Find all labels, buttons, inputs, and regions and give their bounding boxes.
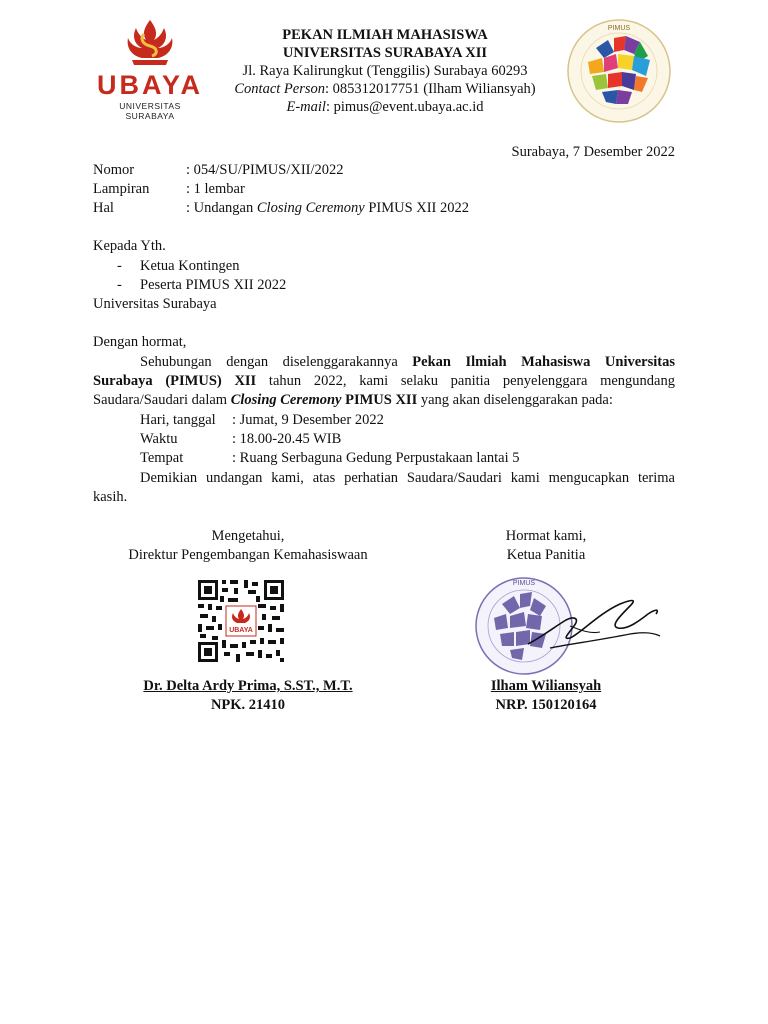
letterhead [200,26,570,116]
email-value: : pimus@event.ubaya.ac.id [325,99,484,115]
pimus-logo-label: PIMUS [607,25,631,32]
list-bullet: - [117,258,122,274]
sig-left-name: Dr. Delta Ardy Prima, S.ST., M.T. [143,678,353,694]
pimus-logo [566,18,672,124]
pimus-emblem-icon [566,18,672,124]
list-bullet: - [117,277,122,293]
paragraph-line [140,353,675,372]
meta-label-lampiran: Lampiran [93,181,150,197]
text-run-bold: Surabaya (PIMUS) XII [93,373,257,389]
sig-right-name: Ilham Wiliansyah [490,678,602,694]
paragraph-line [93,372,675,391]
hal-italic: Closing Ceremony [256,200,365,216]
meta-value-hal [186,199,469,218]
email-label: E-mail [286,99,326,115]
org-name-line1: PEKAN ILMIAH MAHASISWA [282,27,488,43]
text-run: Saudara/Saudari dalam [93,392,231,408]
contact-label: Contact Person [234,81,326,97]
text-run: Sehubungan dengan diselenggarakannya [140,354,413,370]
qr-code [196,578,286,664]
recipient-item: Peserta PIMUS XII 2022 [140,277,287,293]
email-line [200,98,570,116]
recipient-intro: Kepada Yth. [93,238,166,254]
event-value-date: : Jumat, 9 Desember 2022 [232,412,384,428]
event-label-date: Hari, tanggal [140,412,216,428]
sig-left-line2: Direktur Pengembangan Kemahasiswaan [128,547,368,563]
text-run-bold: Pekan Ilmiah Mahasiswa Universitas [412,354,675,370]
stamp-signature-icon [470,574,670,678]
qr-logo-label: UBAYA [229,627,253,634]
stamp-label: PIMUS [512,580,536,587]
paragraph-line [93,391,613,410]
event-value-time: : 18.00-20.45 WIB [232,431,342,447]
qr-code-icon [196,578,286,664]
letter-date: Surabaya, 7 Desember 2022 [511,144,675,160]
sig-right-line1: Hormat kami, [505,528,587,544]
sig-left-id: NPK. 21410 [210,697,286,713]
hal-prefix: : Undangan [186,200,257,216]
closing-line: Demikian undangan kami, atas perhatian Saudara/Saudari kami mengucapkan terima [140,470,675,486]
contact-value: : 085312017751 (Ilham Wiliansyah) [325,81,536,97]
event-label-place: Tempat [140,450,184,466]
event-value-place: : Ruang Serbaguna Gedung Perpustakaan lantai 5 [232,450,520,466]
meta-label-hal: Hal [93,200,114,216]
recipient-org: Universitas Surabaya [93,296,217,312]
ubaya-wordmark: UBAYA [96,70,204,100]
text-run-bold-italic: Closing Ceremony [230,392,342,408]
contact-line [200,80,570,98]
org-address: Jl. Raya Kalirungkut (Tenggilis) Surabaya 60293 [242,63,528,79]
sig-right-id: NRP. 150120164 [495,697,597,713]
ubaya-subtitle: UNIVERSITAS SURABAYA [119,101,181,121]
meta-label-nomor: Nomor [93,162,135,178]
text-run: tahun 2022, kami selaku panitia penyelenggara mengundang [256,373,675,389]
text-run: yang akan diselenggarakan pada: [417,392,613,408]
text-run-bold: PIMUS XII [341,392,418,408]
event-label-time: Waktu [140,431,178,447]
greeting: Dengan hormat, [93,334,187,350]
meta-value-nomor: : 054/SU/PIMUS/XII/2022 [186,162,344,178]
ubaya-emblem-icon [92,18,208,78]
signature-stamp [470,574,670,678]
recipient-item: Ketua Kontingen [140,258,240,274]
sig-right-line2: Ketua Panitia [506,547,586,563]
closing-line-end: kasih. [93,489,128,505]
org-name-line2: UNIVERSITAS SURABAYA XII [282,45,488,61]
sig-left-line1: Mengetahui, [211,528,285,544]
hal-suffix: PIMUS XII 2022 [364,200,470,216]
meta-value-lampiran: : 1 lembar [186,181,245,197]
